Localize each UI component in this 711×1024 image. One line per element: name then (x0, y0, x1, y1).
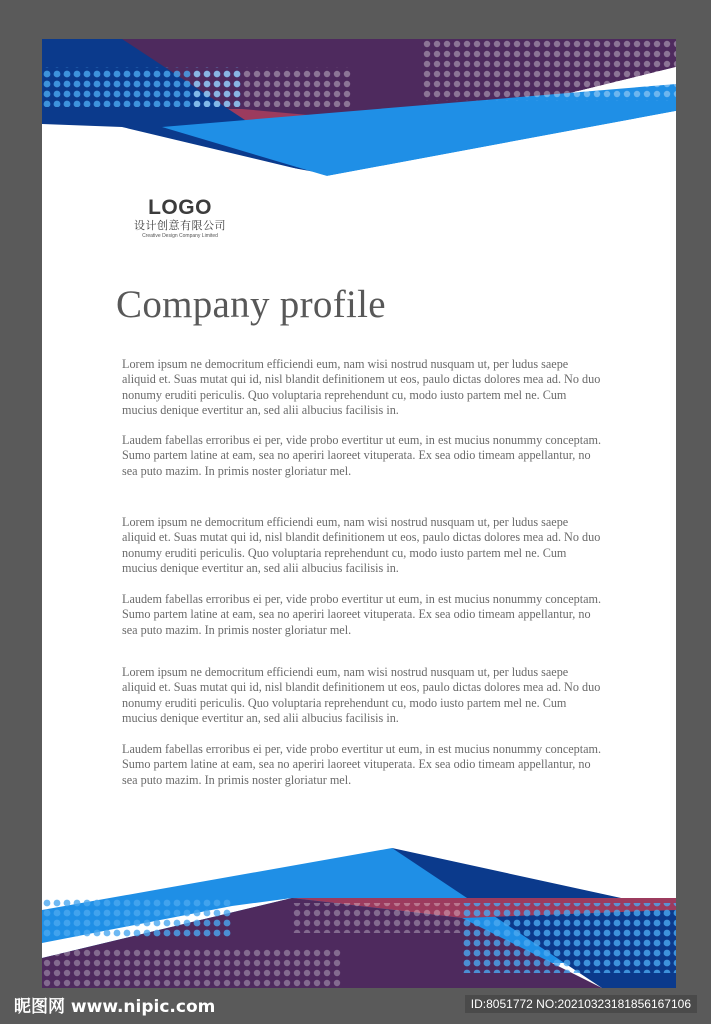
logo-chinese-name: 设计创意有限公司 (134, 219, 226, 232)
paragraph-2: Laudem fabellas erroribus ei per, vide probo evertitur ut eum, in est mucius nonummy conceptam. Sumo partem latine at eam, sea no aperiri laoreet vituperata. Ex sea odio timeam appellantur, no sea puto mazim. In primis noster gloriatur mel. (122, 433, 602, 478)
paragraph-4: Laudem fabellas erroribus ei per, vide probo evertitur ut eum, in est mucius nonummy conceptam. Sumo partem latine at eam, sea no aperiri laoreet vituperata. Ex sea odio timeam appellantur, no sea puto mazim. In primis noster gloriatur mel. (122, 592, 602, 637)
logo-mark: LOGO (148, 196, 212, 219)
watermark-footer (0, 988, 711, 1024)
paragraph-5: Lorem ipsum ne democritum efficiendi eum, nam wisi nostrud nusquam ut, per ludus saepe aliquid et. Suas mutat qui id, nisl blandit definitionem ut eos, paulo dictas dolores mea ad. No duo nonumy eruditi periculis. Quo voluptaria reprehendunt cu, modo iusto partem mel ne. Cum mucius denique evertitur an, sed alii albucius facilisis in. (122, 665, 601, 725)
top-decoration (42, 39, 676, 219)
image-id-watermark: ID:8051772 NO:20210323181856167106 (465, 995, 697, 1013)
page-title: Company profile (116, 283, 386, 326)
paragraph-6: Laudem fabellas erroribus ei per, vide probo evertitur ut eum, in est mucius nonummy conceptam. Sumo partem latine at eam, sea no aperiri laoreet vituperata. Ex sea odio timeam appellantur, no sea puto mazim. In primis noster gloriatur mel. (122, 742, 602, 787)
logo-english-name: Creative Design Company Limited (142, 233, 218, 239)
paragraph-3: Lorem ipsum ne democritum efficiendi eum, nam wisi nostrud nusquam ut, per ludus saepe aliquid et. Suas mutat qui id, nisl blandit definitionem ut eos, paulo dictas dolores mea ad. No duo nonumy eruditi periculis. Quo voluptaria reprehendunt cu, modo iusto partem mel ne. Cum mucius denique evertitur an, sed alii albucius facilisis in. (122, 515, 601, 575)
site-watermark: 昵图网 www.nipic.com (14, 997, 216, 1017)
paragraph-1: Lorem ipsum ne democritum efficiendi eum, nam wisi nostrud nusquam ut, per ludus saepe aliquid et. Suas mutat qui id, nisl blandit definitionem ut eos, paulo dictas dolores mea ad. No duo nonumy eruditi periculis. Quo voluptaria reprehendunt cu, modo iusto partem mel ne. Cum mucius denique evertitur an, sed alii albucius facilisis in. (122, 357, 601, 417)
letterhead-page (42, 39, 676, 988)
company-logo (120, 197, 240, 240)
bottom-decoration (42, 848, 676, 988)
